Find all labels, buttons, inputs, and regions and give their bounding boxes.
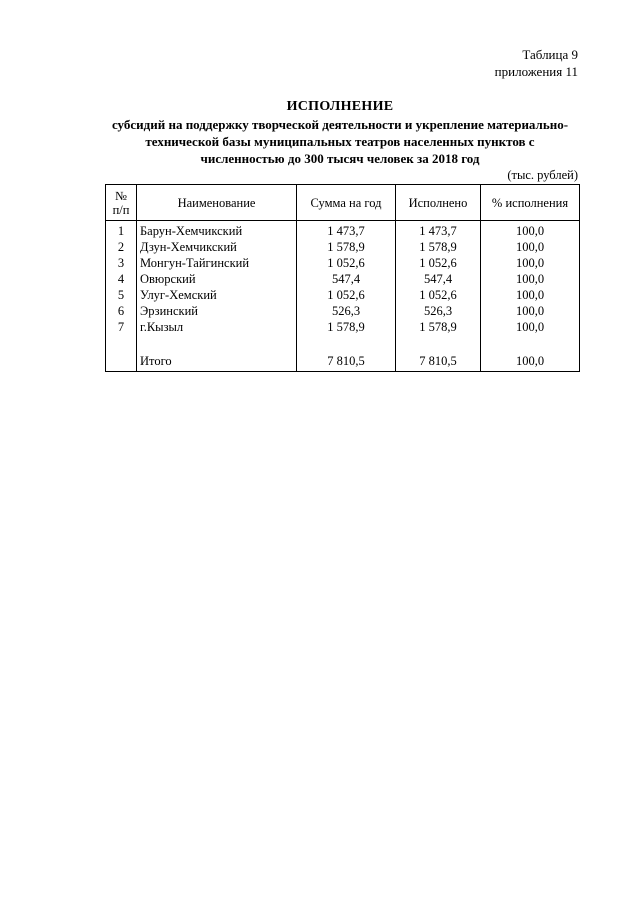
row-done: 547,4 [396,271,481,287]
table-row [106,287,580,303]
title-heading: ИСПОЛНЕНИЕ [286,99,394,114]
title-line-2: технической базы муниципальных театров населенных пунктов с [145,134,535,149]
row-sum: 526,3 [297,303,396,319]
row-number: 4 [106,271,137,287]
header-done: Исполнено [396,185,481,221]
unit-label: (тыс. рублей) [507,168,578,182]
row-sum: 1 578,9 [297,319,396,335]
row-percent: 100,0 [481,303,580,319]
table-row [106,319,580,335]
row-name: Монгун-Тайгинский [137,255,297,271]
total-label: Итого [137,353,297,372]
row-number: 6 [106,303,137,319]
document-title [100,98,580,167]
row-percent: 100,0 [481,319,580,335]
row-done: 526,3 [396,303,481,319]
row-percent: 100,0 [481,255,580,271]
header-number: № п/п [106,185,137,221]
table-reference [495,46,578,80]
header-percent: % исполнения [481,185,580,221]
row-sum: 1 052,6 [297,255,396,271]
row-name: Барун-Хемчикский [137,221,297,240]
header-sum: Сумма на год [297,185,396,221]
total-done: 7 810,5 [396,353,481,372]
row-name: Эрзинский [137,303,297,319]
row-number: 1 [106,221,137,240]
table-total-row [106,353,580,372]
row-percent: 100,0 [481,287,580,303]
total-percent: 100,0 [481,353,580,372]
table-row [106,221,580,240]
header-name: Наименование [137,185,297,221]
title-line-3: численностью до 300 тысяч человек за 2018 год [200,151,480,166]
row-name: Дзун-Хемчикский [137,239,297,255]
row-sum: 1 473,7 [297,221,396,240]
row-percent: 100,0 [481,221,580,240]
table-row [106,271,580,287]
row-done: 1 052,6 [396,287,481,303]
row-sum: 1 052,6 [297,287,396,303]
table-row [106,255,580,271]
table-number: Таблица 9 [522,47,578,62]
row-percent: 100,0 [481,271,580,287]
total-sum: 7 810,5 [297,353,396,372]
row-number: 7 [106,319,137,335]
table-row [106,303,580,319]
row-number: 2 [106,239,137,255]
table-header-row [106,185,580,221]
title-line-1: субсидий на поддержку творческой деятельности и укрепление материально- [111,117,569,132]
row-name: г.Кызыл [137,319,297,335]
subsidy-table [105,184,580,372]
row-name: Овюрский [137,271,297,287]
row-percent: 100,0 [481,239,580,255]
row-number: 5 [106,287,137,303]
row-done: 1 052,6 [396,255,481,271]
row-done: 1 473,7 [396,221,481,240]
row-done: 1 578,9 [396,319,481,335]
row-sum: 1 578,9 [297,239,396,255]
appendix-number: приложения 11 [494,64,578,79]
table-spacer-row [106,335,580,353]
row-name: Улуг-Хемский [137,287,297,303]
row-sum: 547,4 [297,271,396,287]
row-done: 1 578,9 [396,239,481,255]
row-number: 3 [106,255,137,271]
table-row [106,239,580,255]
